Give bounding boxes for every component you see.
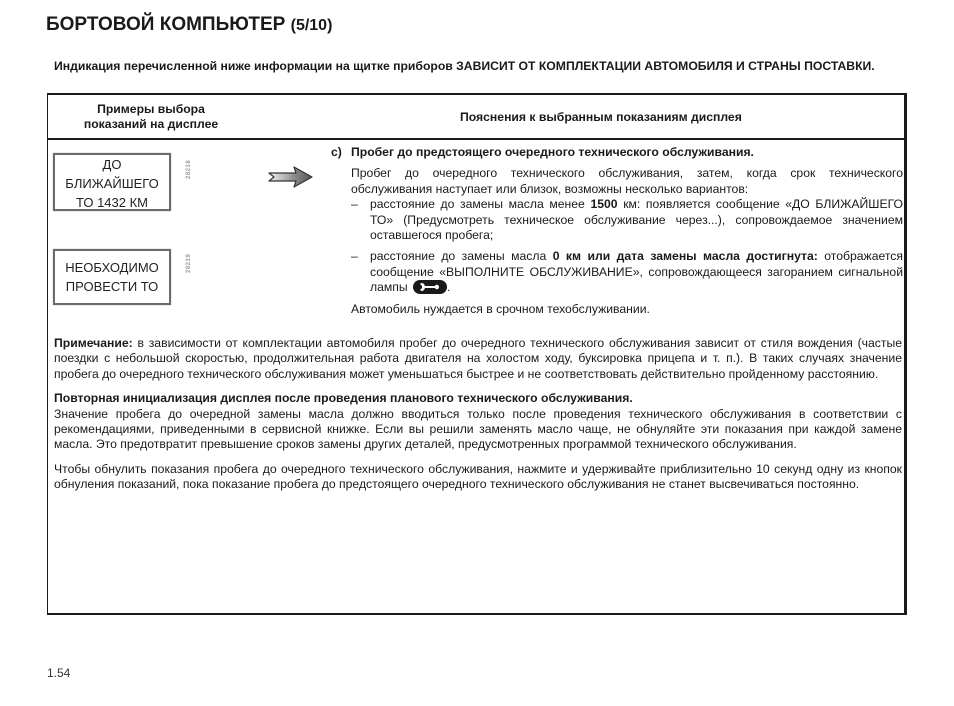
reset-text: Значение пробега до очередной замены масла должно вводиться только после проведения технического обслуживания в соответствии с рекомендациями, приведенными в сервисной книжке. Если вы решили заменять масло чаще, не обнуляйте эти показания при каждой замене масла. Это предотвратит превышение сроков замены других деталей, предусмотренных программой технического обслуживания. xyxy=(54,406,902,452)
header-left-line2: показаний на дисплее xyxy=(83,117,219,131)
list-item xyxy=(351,249,903,295)
reset-heading xyxy=(54,391,902,406)
section-label: c) xyxy=(331,145,342,159)
section-paragraph: Пробег до очередного технического обслуживания, затем, когда срок технического обслуживания наступает или близок, возможны несколько вариантов: xyxy=(351,166,903,196)
table-header xyxy=(48,95,904,140)
section-closing: Автомобиль нуждается в срочном техобслуживании. xyxy=(351,301,650,316)
notes-block xyxy=(54,336,902,493)
page-title xyxy=(46,14,332,36)
section-title: Пробег до предстоящего очередного технического обслуживания. xyxy=(351,145,754,159)
header-left xyxy=(48,102,254,132)
bullet-text xyxy=(370,197,903,243)
reset-instruction: Чтобы обнулить показания пробега до очередного технического обслуживания, нажмите и удерживайте приблизительно 10 секунд одну из кнопок обнуления показаний, пока показание пробега до предстоящего очередного технического обслуживания не станет высвечиваться постоянно. xyxy=(54,461,902,492)
reset-block xyxy=(54,391,902,453)
display-example-next-service xyxy=(53,153,171,211)
note-text: в зависимости от комплектации автомобиля пробег до очередного технического обслуживания зависит от стиля вождения (частые поездки с небольшой скоростью, продолжительная работа двигателя на холостом ходу, буксировка прицепа и т. п.). В таких случаях значение пробега до очередного технического обслуживания может уменьшаться быстрее и не соответствовать действительно пройденному расстоянию. xyxy=(54,336,902,381)
wrench-warning-lamp-icon xyxy=(413,280,447,294)
display-example-service-required xyxy=(53,249,171,305)
bullet-dash: – xyxy=(351,249,358,264)
header-left-line1: Примеры выбора xyxy=(97,102,205,116)
page-number: 1.54 xyxy=(47,666,71,680)
text-run: отображается сообщение «ВЫПОЛНИТЕ ОБСЛУЖИВАНИЕ», сопровождающееся загоранием сигнальной лампы xyxy=(370,249,903,295)
bullet-text xyxy=(370,249,903,295)
display-line: БЛИЖАЙШЕГО xyxy=(65,176,159,191)
info-table xyxy=(47,93,907,615)
text-run: расстояние до замены масла xyxy=(370,249,553,264)
note-label: Примечание: xyxy=(54,336,133,350)
display-line: НЕОБХОДИМО xyxy=(65,260,159,275)
explanation-section xyxy=(331,145,903,317)
bold-run: 0 км или дата замены масла достигнута: xyxy=(552,249,818,264)
page-title-text: БОРТОВОЙ КОМПЬЮТЕР xyxy=(46,14,286,35)
intro-notice: Индикация перечисленной ниже информации на щитке приборов ЗАВИСИТ ОТ КОМПЛЕКТАЦИИ АВТОМОБИЛЯ И СТРАНЫ ПОСТАВКИ. xyxy=(54,59,875,73)
figure-number: 28219 xyxy=(186,253,192,273)
display-line: ТО 1432 КМ xyxy=(75,195,148,210)
page-title-suffix: (5/10) xyxy=(290,17,333,34)
text-run: расстояние до замены масла менее xyxy=(370,197,591,212)
figure-number: 28218 xyxy=(186,159,192,179)
display-line: ПРОВЕСТИ ТО xyxy=(65,279,159,294)
note-paragraph xyxy=(54,336,902,382)
display-line: ДО xyxy=(102,157,122,172)
reset-heading-text: Повторная инициализация дисплея после проведения планового технического обслуживания. xyxy=(54,391,633,406)
bold-run: 1500 xyxy=(590,197,618,212)
text-run: . xyxy=(447,280,451,295)
bullet-dash: – xyxy=(351,197,358,212)
text-run: км: появляется сообщение «ДО БЛИЖАЙШЕГО ТО» (Предусмотреть техническое обслуживание через...), сопровождаемое значением оставшегося пробега; xyxy=(370,197,903,243)
section-heading xyxy=(331,145,903,160)
right-arrow-icon xyxy=(268,165,314,189)
header-right: Пояснения к выбранным показаниям дисплея xyxy=(460,110,742,124)
list-item xyxy=(351,197,903,243)
